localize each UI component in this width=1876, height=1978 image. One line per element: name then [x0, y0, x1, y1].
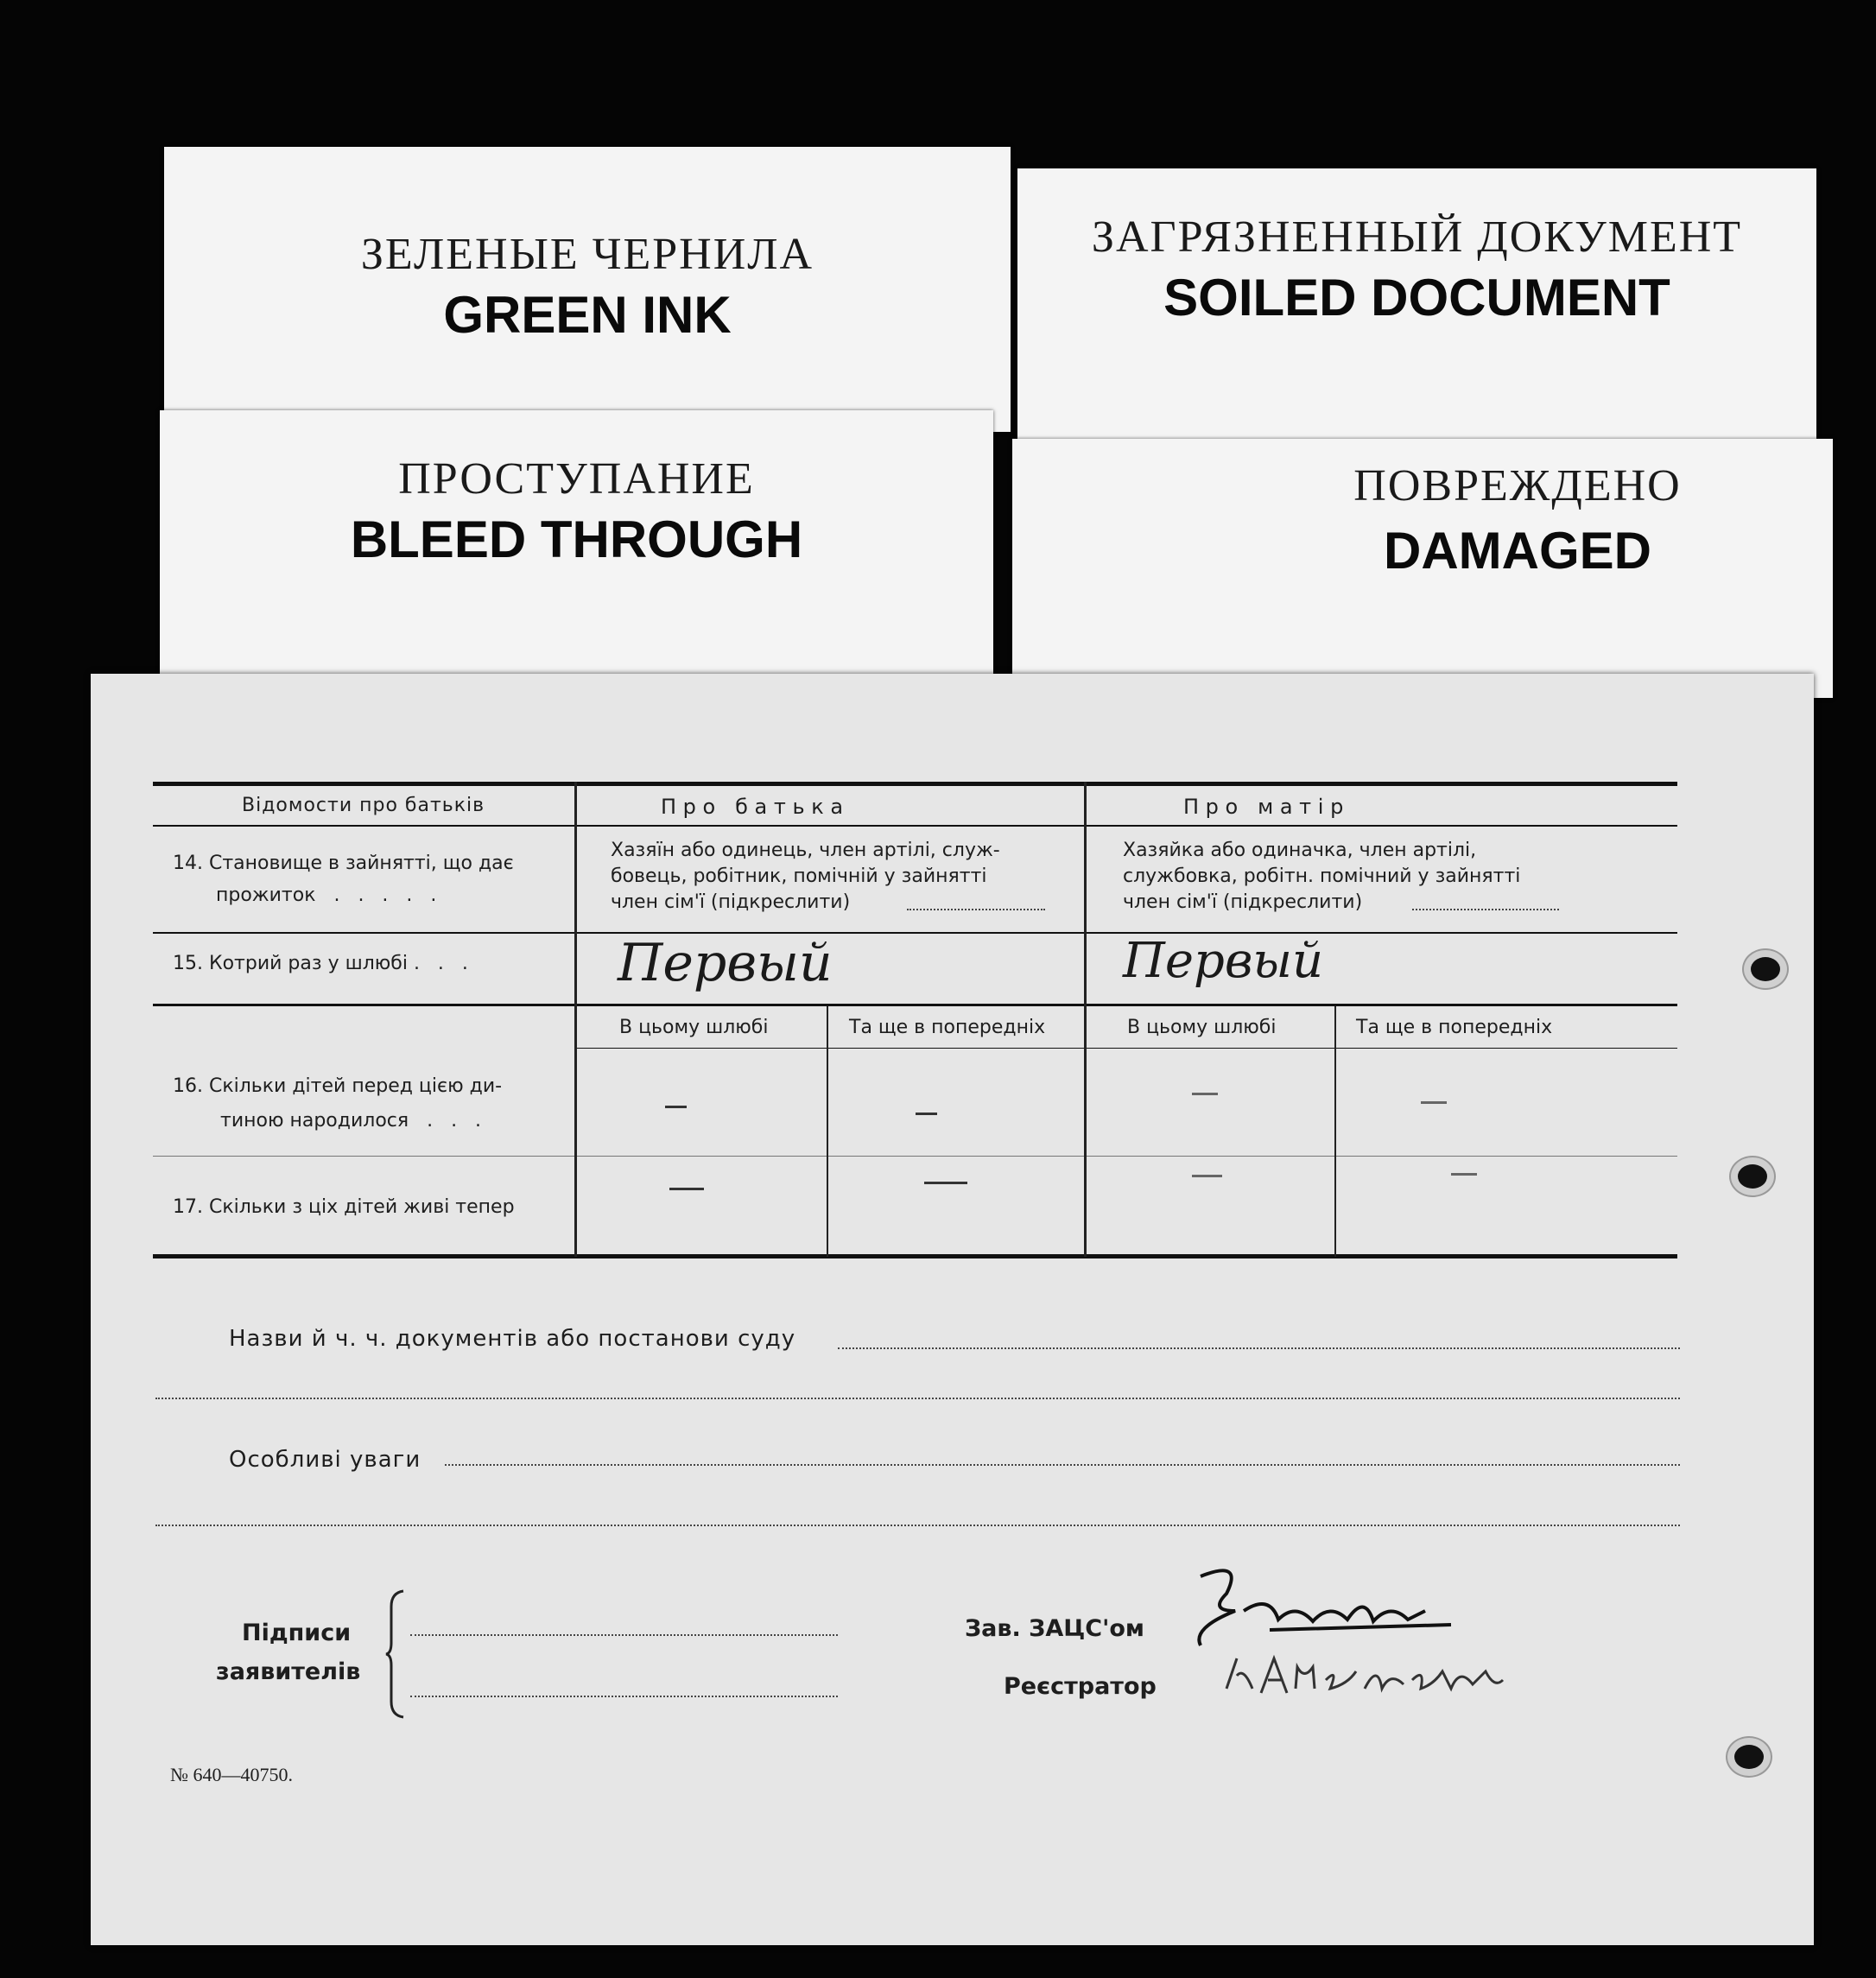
registrar-label: Реєстратор	[1004, 1673, 1157, 1700]
signature-line-2	[410, 1696, 838, 1697]
row14-father-line1: Хазяїн або одинець, член артілі, служ-	[611, 840, 1000, 861]
record-form-page	[91, 674, 1814, 1945]
row16-dash-1	[665, 1106, 687, 1108]
subheader-mother-this-marriage: В цьому шлюбі	[1127, 1017, 1277, 1038]
remarks-field-line-2	[155, 1525, 1680, 1526]
col-divider-sub-a	[827, 1006, 828, 1257]
table-top-rule	[153, 782, 1677, 786]
remarks-field-line-1	[445, 1464, 1680, 1466]
subheader-mother-previous: Та ще в попередніх	[1356, 1017, 1553, 1038]
label-soiled-ru: ЗАГРЯЗНЕННЫЙ ДОКУМЕНТ	[1091, 212, 1743, 262]
row14-father-line2: бовець, робітник, помічній у зайнятті	[611, 865, 987, 887]
label-card-soiled	[1017, 168, 1816, 453]
row14-mother-line1: Хазяйка або одиначка, член артілі,	[1123, 840, 1477, 861]
row14-mother-line3: член сім'ї (підкреслити)	[1123, 891, 1363, 913]
row16-dash-2	[916, 1113, 937, 1115]
table-header-mother: П р о м а т і р	[1183, 795, 1344, 819]
label-bleed-en: BLEED THROUGH	[350, 510, 803, 568]
label-soiled-en: SOILED DOCUMENT	[1163, 269, 1670, 326]
col-divider-2	[1084, 782, 1087, 1257]
label-green-ink-en: GREEN INK	[443, 286, 732, 344]
label-green-ink-ru: ЗЕЛЕНЫЕ ЧЕРНИЛА	[360, 230, 814, 279]
row17-dash-4	[1451, 1173, 1477, 1176]
col-divider-sub-b	[1334, 1006, 1336, 1257]
row16-rule	[153, 1156, 1677, 1157]
row15-mother-handwriting: Первый	[1123, 933, 1324, 989]
registrar-signature	[1218, 1645, 1563, 1715]
punch-hole-1	[1751, 957, 1780, 981]
row14-label-line2: прожиток . . . . .	[216, 884, 437, 906]
documents-field-line-1	[838, 1347, 1680, 1349]
subheader-rule	[576, 1048, 1677, 1049]
row14-father-dots	[907, 909, 1045, 910]
label-damaged-en: DAMAGED	[1384, 522, 1651, 580]
punch-hole-2	[1738, 1164, 1767, 1189]
signature-line-1	[410, 1634, 838, 1636]
row16-dash-3	[1192, 1093, 1218, 1095]
subheader-father-previous: Та ще в попередніх	[849, 1017, 1046, 1038]
subheader-father-this-marriage: В цьому шлюбі	[619, 1017, 769, 1038]
label-card-damaged	[1012, 439, 1833, 698]
label-bleed-ru: ПРОСТУПАНИЕ	[398, 454, 755, 504]
table-header-rule	[153, 825, 1677, 827]
signatures-label-line1: Підписи	[242, 1620, 352, 1646]
row16-label-line2: тиною народилося . . .	[220, 1110, 482, 1132]
documents-field-label: Назви й ч. ч. документів або постанови суду	[229, 1326, 796, 1352]
row17-dash-2	[924, 1182, 967, 1184]
label-card-green-ink	[164, 147, 1011, 432]
table-bottom-rule	[153, 1254, 1677, 1258]
row14-rule	[153, 932, 1677, 934]
punch-hole-3	[1734, 1745, 1764, 1769]
label-card-bleed	[160, 410, 993, 695]
signatures-label-line2: заявителів	[216, 1658, 361, 1685]
documents-field-line-2	[155, 1398, 1680, 1399]
row16-dash-4	[1421, 1101, 1447, 1104]
row17-label: 17. Скільки з ціх дітей живі тепер	[173, 1196, 515, 1218]
row14-label-line1: 14. Становище в зайнятті, що дає	[173, 853, 514, 874]
col-divider-1	[574, 782, 577, 1257]
signatures-brace	[384, 1589, 410, 1719]
row15-father-handwriting: Первый	[618, 933, 833, 993]
form-number: № 640—40750.	[170, 1764, 293, 1785]
row14-mother-line2: службовка, робітн. помічний у зайнятті	[1123, 865, 1521, 887]
row16-label-line1: 16. Скільки дітей перед цією ди-	[173, 1075, 503, 1097]
row15-label: 15. Котрий раз у шлюбі . . .	[173, 953, 468, 974]
table-header-father: П р о б а т ь к а	[661, 795, 844, 819]
zags-head-label: Зав. ЗАЦС'ом	[965, 1615, 1144, 1642]
row17-dash-3	[1192, 1175, 1222, 1177]
zags-head-signature	[1166, 1559, 1503, 1654]
row14-father-line3: член сім'ї (підкреслити)	[611, 891, 851, 913]
row17-dash-1	[669, 1188, 704, 1190]
table-header-col0: Відомости про батьків	[242, 795, 485, 816]
row14-mother-dots	[1412, 909, 1559, 910]
row15-rule	[153, 1004, 1677, 1006]
remarks-field-label: Особливі уваги	[229, 1447, 421, 1473]
label-damaged-ru: ПОВРЕЖДЕНО	[1353, 461, 1682, 510]
